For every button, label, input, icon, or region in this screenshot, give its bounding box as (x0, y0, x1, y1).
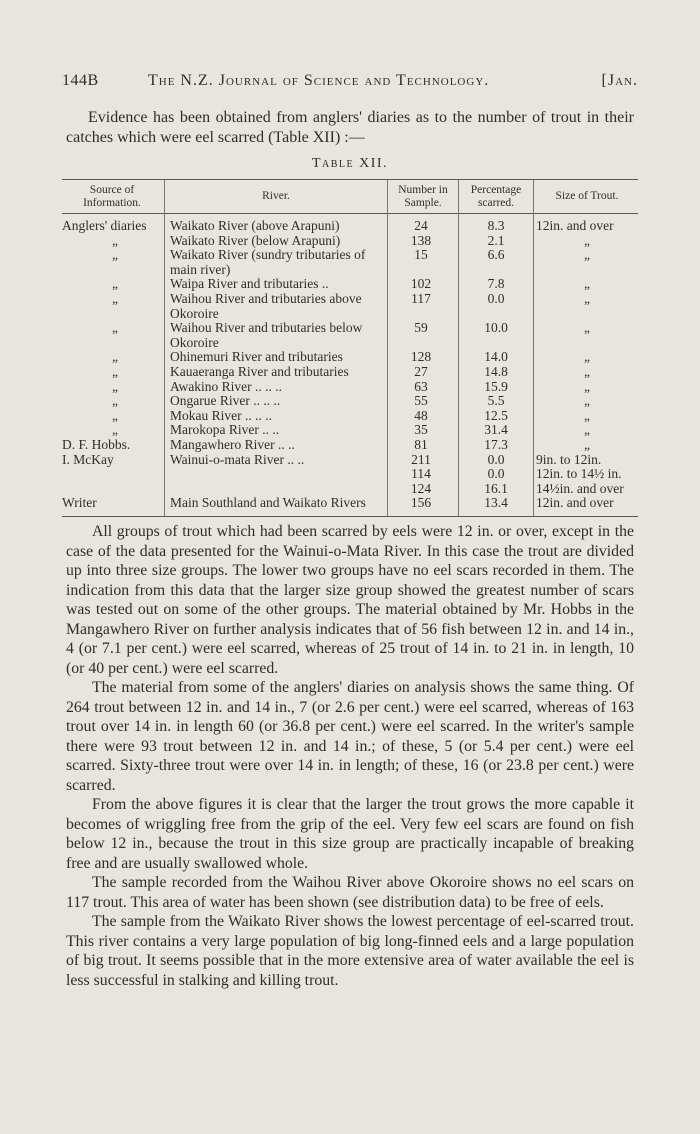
source-cell: „ (112, 247, 118, 263)
number-cell: 24 (414, 218, 428, 233)
table-row (62, 350, 638, 365)
size-cell: „ (584, 407, 590, 423)
table-top-rule (62, 179, 638, 180)
number-cell: 128 (410, 349, 432, 365)
source-cell: „ (112, 422, 118, 438)
header-month: [Jan. (601, 72, 638, 89)
river-cell: Waikato River (below Arapuni) (170, 232, 341, 248)
table-caption: Table XII. (311, 156, 389, 171)
size-cell: „ (584, 290, 590, 306)
table-row (62, 438, 638, 453)
river-cell: Wainui-o-mata River .. .. (170, 451, 305, 467)
percentage-cell: 16.1 (484, 480, 508, 496)
size-cell: „ (584, 349, 590, 365)
percentage-cell: 31.4 (484, 422, 508, 438)
header-size: Size of Trout. (555, 190, 619, 202)
river-cell: Waikato River (sundry tributaries of main river) (170, 247, 366, 277)
size-cell: 9in. to 12in. (536, 451, 602, 467)
number-cell: 63 (414, 378, 428, 394)
size-cell: „ (584, 393, 590, 409)
number-cell: 211 (411, 451, 431, 467)
table-row (62, 219, 638, 234)
number-cell: 15 (414, 247, 428, 263)
river-cell: Waipa River and tributaries .. (170, 276, 329, 292)
table-row (62, 482, 638, 497)
river-cell: Waihou River and tributaries above Okoroire (170, 290, 362, 321)
percentage-cell: 5.5 (487, 393, 505, 409)
percentage-cell: 17.3 (484, 436, 508, 452)
source-cell: „ (112, 320, 118, 336)
body-text (66, 522, 634, 990)
number-cell: 48 (414, 407, 428, 423)
table-row (62, 277, 638, 292)
page-number: 144B (62, 72, 99, 89)
table-row (62, 380, 638, 395)
percentage-cell: 0.0 (487, 290, 505, 306)
header-river: River. (262, 190, 290, 202)
number-cell: 81 (414, 436, 428, 452)
size-cell: „ (584, 320, 590, 336)
size-cell: „ (584, 247, 590, 263)
percentage-cell: 10.0 (484, 320, 508, 336)
header-percentage: Percentage scarred. (470, 184, 522, 209)
source-cell: „ (112, 349, 118, 365)
intro-paragraph: Evidence has been obtained from anglers' diaries as to the number of trout in their catches which were eel scarred (Table XII) :— (66, 109, 634, 146)
paragraph: The sample from the Waikato River shows the lowest percentage of eel-scarred trout. This river contains a very large population of big long-finned eels and a large population of big trout. It seems possible that in the more extensive area of water available the eel is less successful in stalking and killing trout. (66, 913, 634, 989)
table-row (62, 467, 638, 482)
size-cell: „ (584, 436, 590, 452)
paragraph: All groups of trout which had been scarred by eels were 12 in. or over, except in the case of the data presented for the Wainui-o-Mata River. In this case the trout are divided up into three size groups. The lower two groups have no eel scars recorded in them. The indication from this data that the larger size group showed the greatest number of scars was tested out on some of the other groups. The material obtained by Mr. Hobbs in the Mangawhero River on further analysis indicates that of 56 fish between 12 in. and 14 in., 4 (or 7.1 per cent.) were eel scarred, whereas of 25 trout of 14 in. to 21 in. in length, 10 (or 40 per cent.) were eel scarred. (66, 523, 634, 677)
percentage-cell: 6.6 (487, 247, 505, 263)
size-cell: „ (584, 276, 590, 292)
river-cell: Kauaeranga River and tributaries (170, 363, 349, 379)
number-cell: 35 (414, 422, 428, 438)
percentage-cell: 13.4 (484, 495, 508, 511)
number-cell: 102 (410, 276, 432, 292)
source-cell: „ (112, 232, 118, 248)
number-cell: 27 (414, 363, 428, 379)
percentage-cell: 7.8 (487, 276, 505, 292)
source-cell: „ (112, 393, 118, 409)
paragraph: The sample recorded from the Waihou River above Okoroire shows no eel scars on 117 trout. This area of water has been shown (see distribution data) to be free of eels. (66, 874, 634, 911)
source-cell: „ (112, 407, 118, 423)
size-cell: 12in. and over (536, 495, 614, 511)
percentage-cell: 0.0 (487, 466, 505, 482)
size-cell: „ (584, 363, 590, 379)
running-header (62, 72, 638, 94)
table-row (62, 248, 638, 277)
percentage-cell: 8.3 (487, 218, 505, 233)
source-cell: D. F. Hobbs. (62, 436, 131, 452)
number-cell: 124 (410, 480, 432, 496)
source-cell: Anglers' diaries (62, 218, 147, 233)
percentage-cell: 12.5 (484, 407, 508, 423)
percentage-cell: 2.1 (487, 232, 505, 248)
percentage-cell: 14.0 (484, 349, 508, 365)
river-cell: Ongarue River .. .. .. (170, 393, 281, 409)
number-cell: 55 (414, 393, 428, 409)
journal-title: The N.Z. Journal of Science and Technology. (148, 72, 490, 89)
river-cell: Main Southland and Waikato Rivers (170, 495, 366, 511)
table-row (62, 292, 638, 321)
size-cell: 14½in. and over (536, 480, 624, 496)
river-cell: Waihou River and tributaries below Okoroire (170, 320, 363, 350)
table-header-rule (62, 213, 638, 214)
table-row (62, 365, 638, 380)
table-row (62, 453, 638, 468)
table-row (62, 394, 638, 409)
source-cell: „ (112, 276, 118, 292)
table-row (62, 234, 638, 249)
paragraph: From the above figures it is clear that the larger the trout grows the more capable it becomes of wriggling free from the grip of the eel. Very few eel scars are found on fish below 12 in., because the trout in this size group are practically incapable of breaking free and are usually swallowed whole. (66, 796, 634, 872)
source-cell: I. McKay (62, 451, 114, 467)
river-cell: Ohinemuri River and tributaries (170, 349, 343, 365)
size-cell: 12in. and over (536, 218, 614, 233)
source-cell: „ (112, 290, 118, 306)
percentage-cell: 0.0 (487, 451, 505, 467)
size-cell: „ (584, 232, 590, 248)
source-cell: Writer (62, 495, 97, 511)
source-cell: „ (112, 363, 118, 379)
table-row (62, 321, 638, 350)
river-cell: Marokopa River .. .. (170, 422, 280, 438)
header-number: Number in Sample. (398, 184, 448, 209)
size-cell: „ (584, 422, 590, 438)
table-body (62, 219, 638, 525)
river-cell: Mangawhero River .. .. (170, 436, 295, 452)
river-cell: Awakino River .. .. .. (170, 378, 282, 394)
table-row (62, 409, 638, 424)
header-source: Source of Information. (83, 184, 141, 209)
number-cell: 114 (411, 466, 431, 482)
river-cell: Mokau River .. .. .. (170, 407, 272, 423)
percentage-cell: 15.9 (484, 378, 508, 394)
size-cell: 12in. to 14½ in. (536, 466, 622, 482)
paragraph: The material from some of the anglers' diaries on analysis shows the same thing. Of 264 trout between 12 in. and 14 in., 7 (or 2.6 per cent.) were eel scarred, whereas of 163 trout over 14 in. in length 60 (or 36.8 per cent.) were eel scarred. In the writer's sample there were 93 trout between 12 in. and 14 in.; of these, 5 (or 5.4 per cent.) were eel scarred. Sixty-three trout were over 14 in. in length; of these, 16 (or 23.8 per cent.) were scarred. (66, 679, 634, 794)
source-cell: „ (112, 378, 118, 394)
number-cell: 117 (411, 290, 431, 306)
size-cell: „ (584, 378, 590, 394)
number-cell: 156 (410, 495, 432, 511)
number-cell: 138 (410, 232, 432, 248)
number-cell: 59 (414, 320, 428, 336)
river-cell: Waikato River (above Arapuni) (170, 218, 340, 233)
percentage-cell: 14.8 (484, 363, 508, 379)
table-row (62, 423, 638, 438)
